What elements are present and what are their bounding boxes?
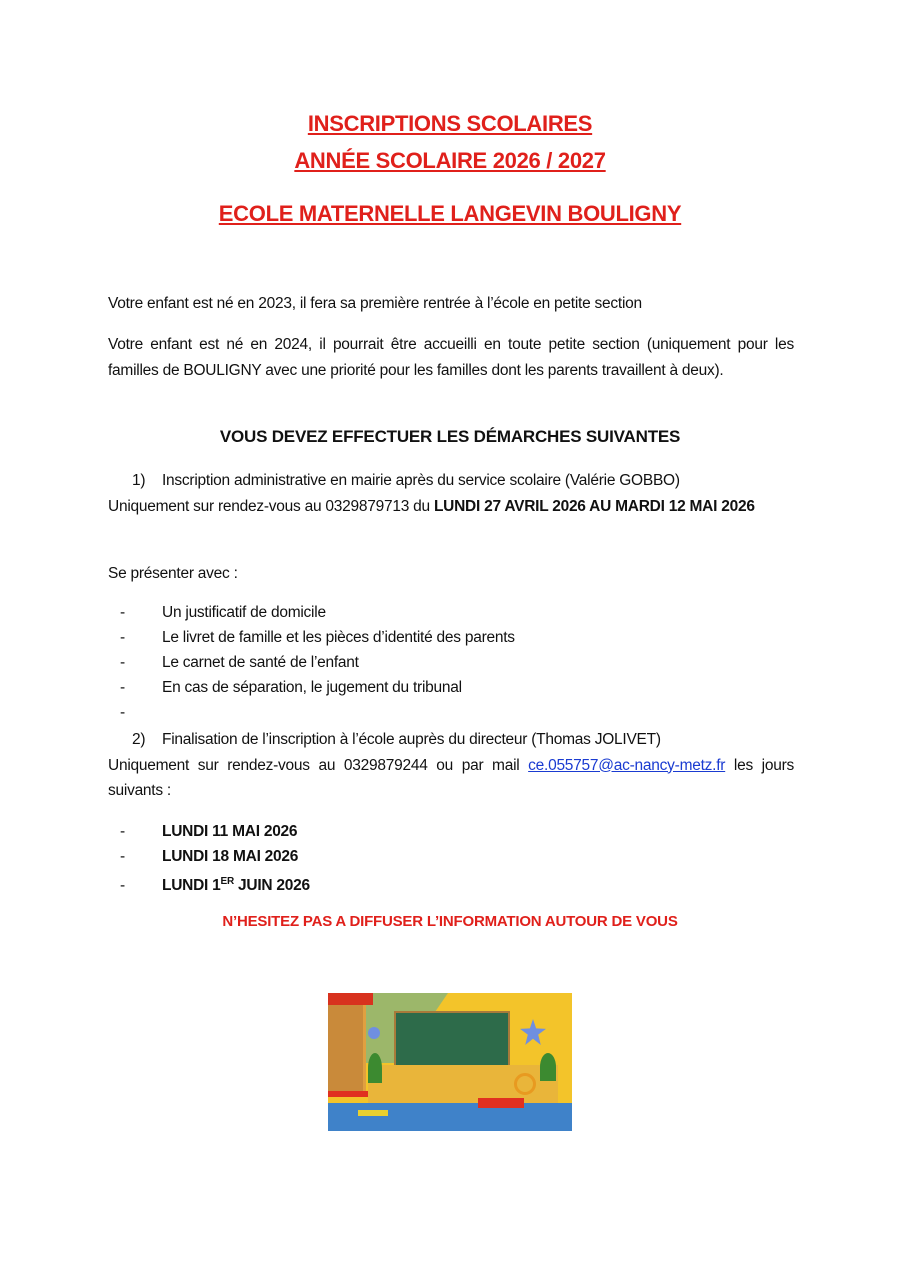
notice: N’HESITEZ PAS A DIFFUSER L’INFORMATION AUTOUR DE VOUS [222,913,678,930]
step-1 [108,468,794,519]
dates-list [108,819,310,898]
step-2: 2) Finalisation de l’inscription à l’école auprès du directeur (Thomas JOLIVET) Uniquement sur rendez-vous au 0329879244 ou par mail ce.055757@ac-nancy-metz.fr les jours suivants : [108,727,794,804]
steps-heading: VOUS DEVEZ EFFECTUER LES DÉMARCHES SUIVANTES [219,427,681,446]
title-line-2: ANNÉE SCOLAIRE 2026 / 2027 [294,148,606,173]
step-1-number: 1) [132,472,146,489]
list-item: - Un justificatif de domicile [120,604,326,621]
step-1-title: Inscription administrative en mairie après du service scolaire (Valérie GOBBO) [162,472,680,489]
classroom-image [328,993,572,1131]
title-line-1: INSCRIPTIONS SCOLAIRES [307,111,593,136]
step-1-text: Uniquement sur rendez-vous au 0329879713 du [108,497,434,515]
intro-paragraph-1: Votre enfant est né en 2023, il fera sa première rentrée à l’école en petite section [108,295,642,312]
intro-paragraph-2: Votre enfant est né en 2024, il pourrait être accueilli en toute petite section (uniquement pour les familles de BOULIGNY avec une priorité pour les familles dont les parents travaillent à deux). [108,336,794,379]
list-item: - Le carnet de santé de l’enfant [120,654,359,671]
school-name: ECOLE MATERNELLE LANGEVIN BOULIGNY [218,201,682,226]
date-item: - LUNDI 18 MAI 2026 [120,848,299,865]
date-item: - LUNDI 1ER JUIN 2026 [120,876,310,895]
list-item: - [120,704,125,721]
documents-list [108,600,515,725]
step-2-number: 2) [132,731,146,748]
step-2-text: Uniquement sur rendez-vous au 0329879244 ou par mail [108,756,529,774]
documents-intro: Se présenter avec : [108,565,238,582]
list-item: - Le livret de famille et les pièces d’identité des parents [120,629,515,646]
step-2-title: Finalisation de l’inscription à l’école auprès du directeur (Thomas JOLIVET) [162,731,661,748]
list-item: - En cas de séparation, le jugement du tribunal [120,679,462,696]
email-link[interactable]: ce.055757@ac-nancy-metz.fr [528,756,726,774]
date-item: - LUNDI 11 MAI 2026 [120,823,298,840]
step-1-dates: LUNDI 27 AVRIL 2026 AU MARDI 12 MAI 2026 [433,497,755,515]
